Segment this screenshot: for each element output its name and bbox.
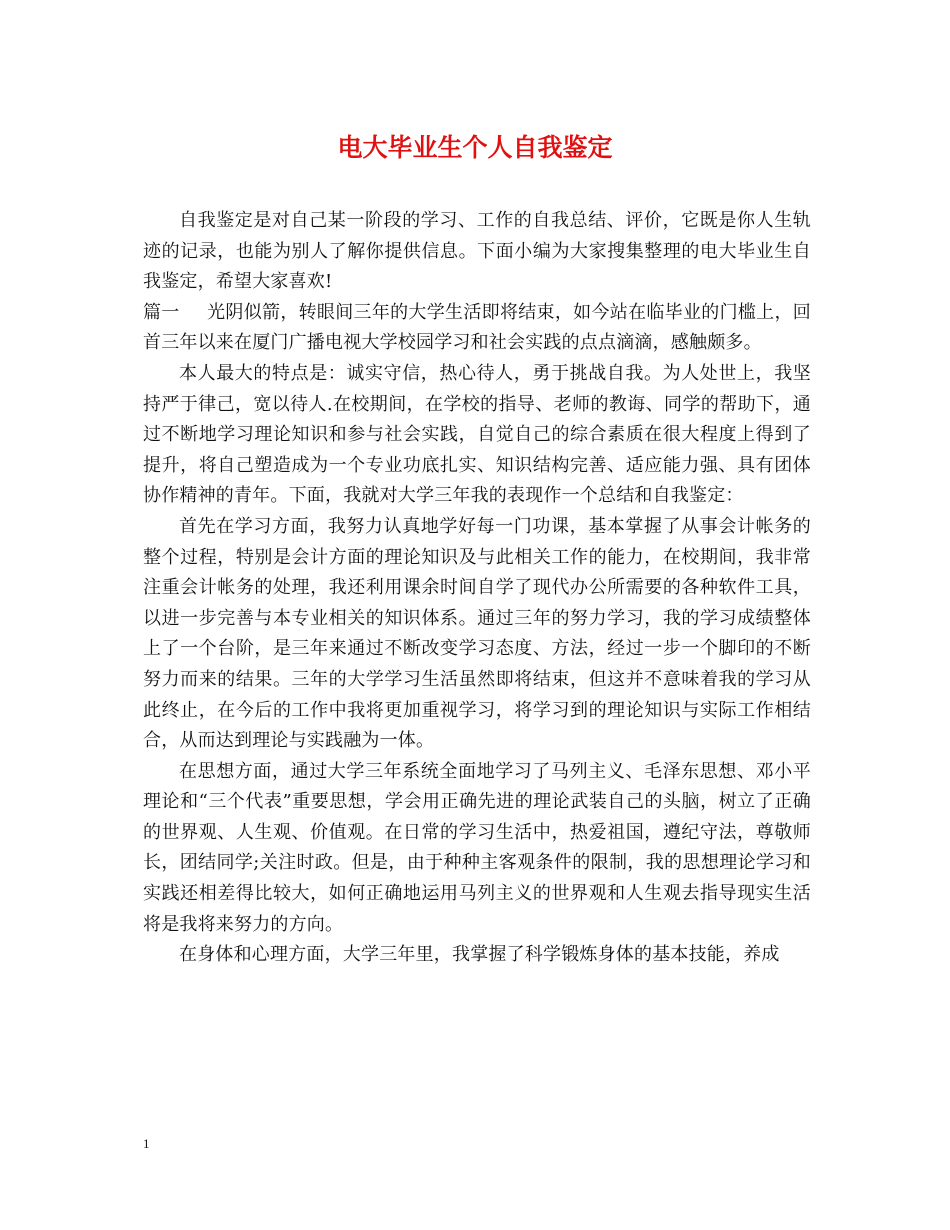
paragraph-intro: 自我鉴定是对自己某一阶段的学习、工作的自我总结、评价，它既是你人生轨迹的记录，也能为别人了解你提供信息。下面小编为大家搜集整理的电大毕业生自我鉴定，希望大家喜欢!	[143, 210, 811, 293]
paragraph-health: 在身体和心理方面，大学三年里，我掌握了科学锻炼身体的基本技能，养成	[179, 944, 780, 966]
document-body	[143, 206, 811, 971]
paragraph-study: 首先在学习方面，我努力认真地学好每一门功课，基本掌握了从事会计帐务的整个过程，特别是会计方面的理论知识及与此相关工作的能力，在校期间，我非常注重会计帐务的处理，我还利用课余时间自学了现代办公所需要的各种软件工具，以进一步完善与本专业相关的知识体系。通过三年的努力学习，我的学习成绩整体上了一个台阶，是三年来通过不断改变学习态度、方法，经过一步一个脚印的不断努力而来的结果。三年的大学学习生活虽然即将结束，但这并不意味着我的学习从此终止，在今后的工作中我将更加重视学习，将学习到的理论知识与实际工作相结合，从而达到理论与实践融为一体。	[143, 515, 811, 752]
document-title: 电大毕业生个人自我鉴定	[337, 133, 613, 162]
section-label: 篇一	[143, 301, 180, 323]
paragraph-character: 本人最大的特点是：诚实守信，热心待人，勇于挑战自我。为人处世上，我坚持严于律己，宽以待人.在校期间，在学校的指导、老师的教诲、同学的帮助下，通过不断地学习理论知识和参与社会实践，自觉自己的综合素质在很大程度上得到了提升，将自己塑造成为一个专业功底扎实、知识结构完善、适应能力强、具有团体协作精神的青年。下面，我就对大学三年我的表现作一个总结和自我鉴定：	[143, 362, 811, 507]
paragraph-part-one	[143, 298, 811, 359]
paragraph-ideology: 在思想方面，通过大学三年系统全面地学习了马列主义、毛泽东思想、邓小平理论和“三个代表”重要思想，学会用正确先进的理论武装自己的头脑，树立了正确的世界观、人生观、价值观。在日常的学习生活中，热爱祖国，遵纪守法，尊敬师长，团结同学;关注时政。但是，由于种种主客观条件的限制，我的思想理论学习和实践还相差得比较大，如何正确地运用马列主义的世界观和人生观去指导现实生活将是我将来努力的方向。	[143, 760, 811, 935]
page-number: 1	[143, 1136, 150, 1151]
paragraph-part-one-text: 光阴似箭，转眼间三年的大学生活即将结束，如今站在临毕业的门槛上，回首三年以来在厦门广播电视大学校园学习和社会实践的点点滴滴，感触颇多。	[143, 301, 811, 354]
